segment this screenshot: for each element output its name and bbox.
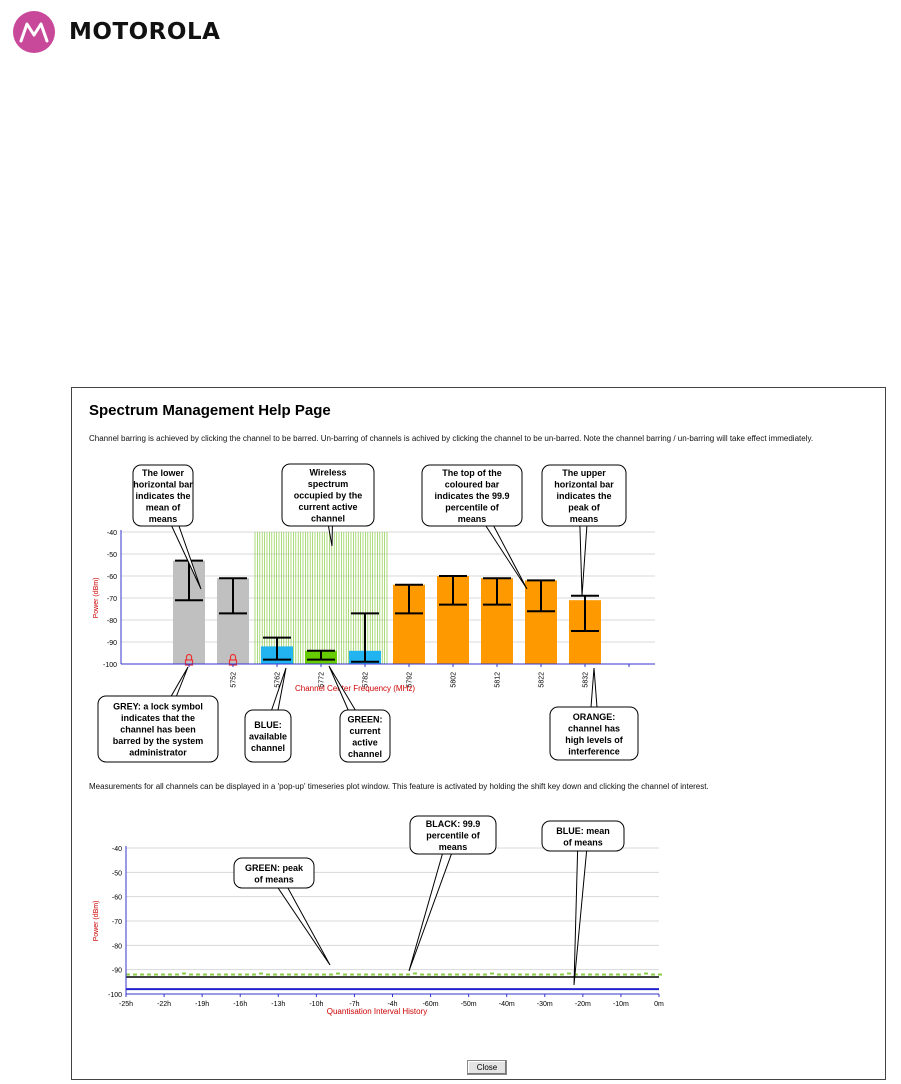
callout-top-coloured-bar-text: indicates the 99.9 xyxy=(434,491,510,501)
callout-lower-bar-text: horizontal bar xyxy=(133,479,193,490)
y-tick-label: -40 xyxy=(111,846,122,853)
callout-lower-bar-text: The lower xyxy=(141,468,185,478)
callout-orange-text: ORANGE: xyxy=(572,711,616,722)
y-tick-label: -40 xyxy=(106,530,117,537)
timeseries-description: Measurements for all channels can be displayed in a 'pop-up' timeseries plot window. This feature is activated by holding the shift key down and clicking the channel of interest. xyxy=(89,782,709,791)
x-tick-label: 5832 xyxy=(582,672,590,688)
y-tick-label: -70 xyxy=(106,596,117,603)
callout-blue-mean-text: BLUE: mean xyxy=(556,825,610,836)
callout-grey-text: barred by the system xyxy=(112,736,204,746)
callout-top-coloured-bar-text: means xyxy=(457,514,487,524)
x-tick-label: -7h xyxy=(349,1001,360,1008)
callout-blue-mean-pointer xyxy=(574,836,588,985)
y-tick-label: -80 xyxy=(111,943,122,951)
x-tick-label: -20m xyxy=(574,1001,591,1008)
callout-black-text: percentile of xyxy=(426,830,480,841)
y-axis-label: Power (dBm) xyxy=(93,577,100,619)
x-axis-label: Quantisation Interval History xyxy=(326,1007,428,1016)
y-tick-label: -100 xyxy=(102,662,117,669)
callout-wireless-spectrum-text: occupied by the xyxy=(293,490,363,501)
callout-green-text: active xyxy=(352,737,378,748)
x-tick-label: 5792 xyxy=(406,672,414,688)
x-tick-label: -19h xyxy=(195,1001,210,1008)
x-tick-label: -22h xyxy=(157,1001,172,1008)
y-tick-label: -70 xyxy=(111,919,122,926)
brand-name: MOTOROLA xyxy=(69,19,221,45)
spectrum-bar-chart xyxy=(72,461,885,776)
motorola-batwing-icon xyxy=(13,11,55,53)
callout-top-coloured-bar-text: coloured bar xyxy=(444,479,500,490)
x-tick-label: 5812 xyxy=(494,672,502,688)
callout-top-coloured-bar-text: percentile of xyxy=(445,502,499,513)
callout-wireless-spectrum-text: current active xyxy=(298,502,358,512)
y-tick-label: -50 xyxy=(111,870,122,878)
x-tick-label: 5762 xyxy=(274,672,282,688)
timeseries-chart xyxy=(72,808,885,1043)
y-tick-label: -60 xyxy=(111,894,122,902)
x-tick-label: 5822 xyxy=(538,672,546,688)
x-tick-label: -60m xyxy=(422,1001,439,1008)
x-tick-label: -30m xyxy=(536,1001,553,1008)
callout-blue-mean-text: of means xyxy=(563,837,603,848)
callout-grey-text: GREY: a lock symbol xyxy=(113,701,203,712)
callout-lower-bar-text: means xyxy=(148,514,178,524)
x-tick-label: 5782 xyxy=(362,672,370,688)
callout-blue-text: channel xyxy=(250,743,286,753)
callout-black-text: means xyxy=(438,842,468,852)
x-tick-label: -50m xyxy=(460,1001,477,1008)
y-axis-label: Power (dBm) xyxy=(93,900,100,942)
callout-blue-text: available xyxy=(248,731,288,742)
x-tick-label: -10m xyxy=(612,1001,629,1008)
callout-grey-text: indicates that the xyxy=(120,713,196,723)
x-tick-label: -25h xyxy=(118,1001,134,1008)
callout-lower-bar-text: indicates the xyxy=(135,491,191,501)
callout-upper-bar-text: The upper xyxy=(562,468,606,478)
y-tick-label: -90 xyxy=(106,640,117,647)
x-tick-label: 0m xyxy=(654,1001,664,1008)
callout-upper-bar-text: indicates the xyxy=(556,491,612,501)
y-tick-label: -60 xyxy=(106,574,117,581)
page-title: Spectrum Management Help Page xyxy=(89,402,331,419)
callout-green-peak-text: GREEN: peak xyxy=(244,862,304,873)
callout-blue-text: BLUE: xyxy=(254,720,282,730)
x-tick-label: -16h xyxy=(233,1001,248,1008)
x-tick-label: 5752 xyxy=(230,672,238,688)
callout-upper-bar-text: horizontal bar xyxy=(554,479,614,490)
callout-upper-bar-text: means xyxy=(569,514,599,524)
y-tick-label: -50 xyxy=(106,552,117,559)
spectrum-help-window xyxy=(71,387,886,1080)
y-tick-label: -80 xyxy=(106,618,117,625)
callout-orange-text: high levels of xyxy=(565,734,623,745)
x-tick-label: -13h xyxy=(271,1001,286,1008)
x-tick-label: -40m xyxy=(498,1001,515,1008)
callout-wireless-spectrum-text: channel xyxy=(310,513,346,524)
callout-lower-bar-text: mean of xyxy=(145,502,181,513)
callout-grey-text: administrator xyxy=(129,747,187,758)
x-tick-label: -4h xyxy=(387,1001,398,1008)
callout-orange-text: interference xyxy=(568,746,620,757)
callout-green-text: current xyxy=(349,725,381,736)
callout-green-peak-text: of means xyxy=(254,874,294,885)
y-tick-label: -100 xyxy=(107,992,122,999)
callout-wireless-spectrum-text: spectrum xyxy=(307,479,349,489)
x-tick-label: 5802 xyxy=(450,672,458,688)
y-tick-label: -90 xyxy=(111,967,122,975)
callout-grey-text: channel has been xyxy=(120,724,196,735)
motorola-logo xyxy=(13,10,220,54)
barring-description: Channel barring is achieved by clicking the channel to be barred. Un-barring of channels is achived by clicking the channel to be un-barred. Note the channel barring / un-barring will take effect immediately. xyxy=(89,434,814,443)
callout-wireless-spectrum-text: Wireless xyxy=(309,467,347,478)
x-axis-label: Channel Center Frequency (MHz) xyxy=(294,684,416,693)
close-button[interactable]: Close xyxy=(467,1060,507,1075)
callout-orange-text: channel has xyxy=(567,723,621,734)
callout-green-text: GREEN: xyxy=(347,714,383,725)
callout-green-text: channel xyxy=(347,748,383,759)
x-tick-label: -10h xyxy=(309,1001,324,1008)
callout-black-text: BLACK: 99.9 xyxy=(425,819,481,829)
callout-upper-bar-text: peak of xyxy=(568,502,600,513)
callout-top-coloured-bar-text: The top of the xyxy=(442,468,502,478)
x-tick-label: 5772 xyxy=(318,672,326,688)
